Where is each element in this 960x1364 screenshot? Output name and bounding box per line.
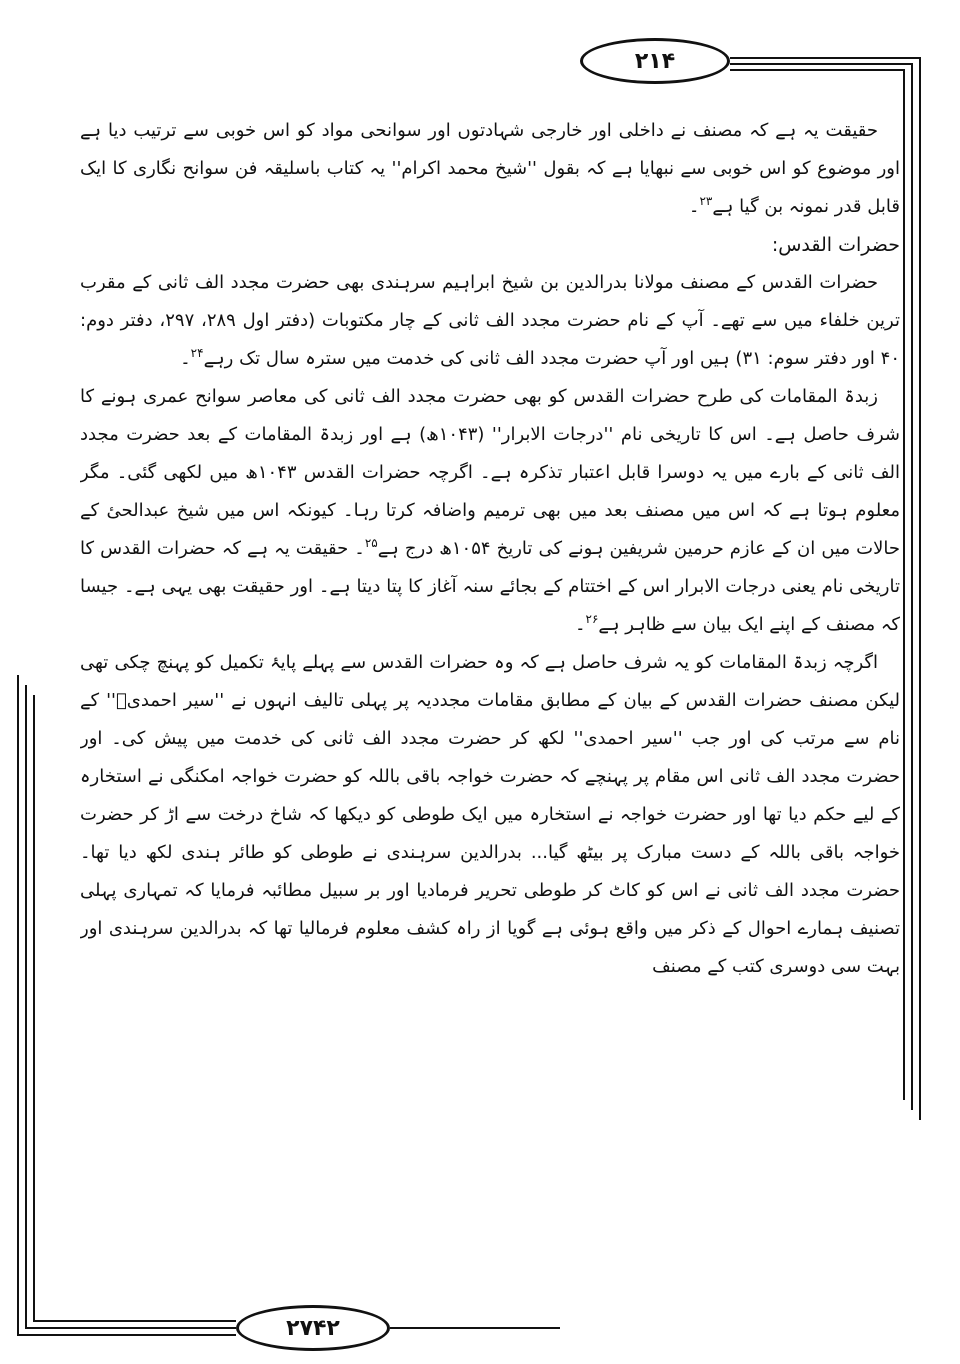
- paragraph-1: [80, 112, 900, 226]
- paragraph-1-text: حقیقت یہ ہے کہ مصنف نے داخلی اور خارجی شہادتوں اور سوانحی مواد کو اس خوبی سے ترتیب دیا ہے اور موضوع کو اس خوبی سے نبھایا ہے کہ بقول ''شیخ محمد اکرام'' یہ کتاب باسلیقہ فن سوانح نگاری کا ایک قابل قدر نمونہ بن گیا ہے: [80, 120, 900, 217]
- page-number-top-label: ۲۱۴: [634, 48, 676, 74]
- page-number-bottom: [236, 1305, 390, 1351]
- footnote-marker: ۲۳: [699, 194, 713, 208]
- paragraph-2: [80, 264, 900, 378]
- paragraph-continuation: ۔ حقیقت یہ ہے کہ حضرات القدس کا تاریخی نام یعنی درجات الابرار اس کے اختتام کے بجائے سنہ آغاز کا پتا دیتا ہے۔ اور حقیقت بھی یہی ہے۔ جیسا کہ مصنف کے اپنے ایک بیان سے ظاہر ہے: [80, 538, 900, 635]
- footnote-marker: ۲۴: [190, 346, 204, 360]
- paragraph-3-text: زبدۃ المقامات کی طرح حضرات القدس کو بھی حضرت مجدد الف ثانی کی معاصر سوانح عمری ہونے کا شرف حاصل ہے۔ اس کا تاریخی نام ''درجات الابرار'' (۱۰۴۳ھ) ہے اور زبدۃ المقامات کے بعد حضرت مجدد الف ثانی کے بارے میں یہ دوسرا قابل اعتبار تذکرہ ہے۔ اگرچہ حضرات القدس ۱۰۴۳ھ میں لکھی گئی۔ مگر معلوم ہوتا ہے کہ اس میں مصنف بعد میں بھی ترمیم واضافہ کرتا رہا۔ کیونکہ اس میں شیخ عبدالحیٔ کے حالات میں ان کے عازم حرمین شریفین ہونے کی تاریخ ۱۰۵۴ھ درج ہے: [80, 386, 900, 559]
- paragraph-2-text: حضرات القدس کے مصنف مولانا بدرالدین بن شیخ ابراہیم سرہندی بھی حضرت مجدد الف ثانی کے مقرب ترین خلفاء میں سے تھے۔ آپ کے نام حضرت مجدد الف ثانی کے چار مکتوبات (دفتر اول ۲۸۹، ۲۹۷، دفتر دوم: ۴۰ اور دفتر سوم: ۳۱) ہیں اور آپ حضرت مجدد الف ثانی کی خدمت میں سترہ سال تک رہے: [80, 272, 900, 369]
- page-number-top: [580, 38, 730, 84]
- page-number-bottom-label: ۲۷۴۲: [286, 1315, 340, 1341]
- paragraph-3: [80, 378, 900, 644]
- paragraph-end: ۔: [688, 196, 700, 217]
- paragraph-end: ۔: [574, 614, 586, 635]
- document-body: [80, 112, 900, 1292]
- footnote-marker: ۲۶: [585, 612, 599, 626]
- paragraph-end: ۔: [180, 348, 191, 369]
- footnote-marker: ۲۵: [364, 536, 378, 550]
- section-heading: حضرات القدس:: [771, 234, 900, 256]
- paragraph-4: [80, 644, 900, 986]
- paragraph-4-text: اگرچہ زبدۃ المقامات کو یہ شرف حاصل ہے کہ وہ حضرات القدس سے پہلے پایۂ تکمیل کو پہنچ چکی تھی لیکن مصنف حضرات القدس کے بیان کے مطابق مقامات مجددیہ پر پہلی تالیف انہوں نے ''سیر احمدیؒ'' کے نام سے مرتب کی اور جب ''سیر احمدی'' لکھ کر حضرت مجدد الف ثانی کی خدمت میں پیش کی۔ اور حضرت مجدد الف ثانی اس مقام پر پہنچے کہ حضرت خواجہ باقی باللہ کو حضرت خواجہ امکنگی نے استخارہ کے لیے حکم دیا تھا اور حضرت خواجہ نے استخارہ میں ایک طوطی کو دیکھا کہ شاخ درخت سے اڑ کر حضرت خواجہ باقی باللہ کے دست مبارک پر بیٹھ گیا... بدرالدین سرہندی نے طوطی کو طائر ہندی لکھ دیا تھا۔ حضرت مجدد الف ثانی نے اس کو کاٹ کر طوطی تحریر فرمادیا اور بر سبیل مطائبہ فرمایا کہ تمہاری پہلی تصنیف ہمارے احوال کے ذکر میں واقع ہوئی ہے گویا از راہ کشف معلوم فرمالیا تھا کہ بدرالدین سرہندی اور بہت سی دوسری کتب کے مصنف: [80, 652, 900, 977]
